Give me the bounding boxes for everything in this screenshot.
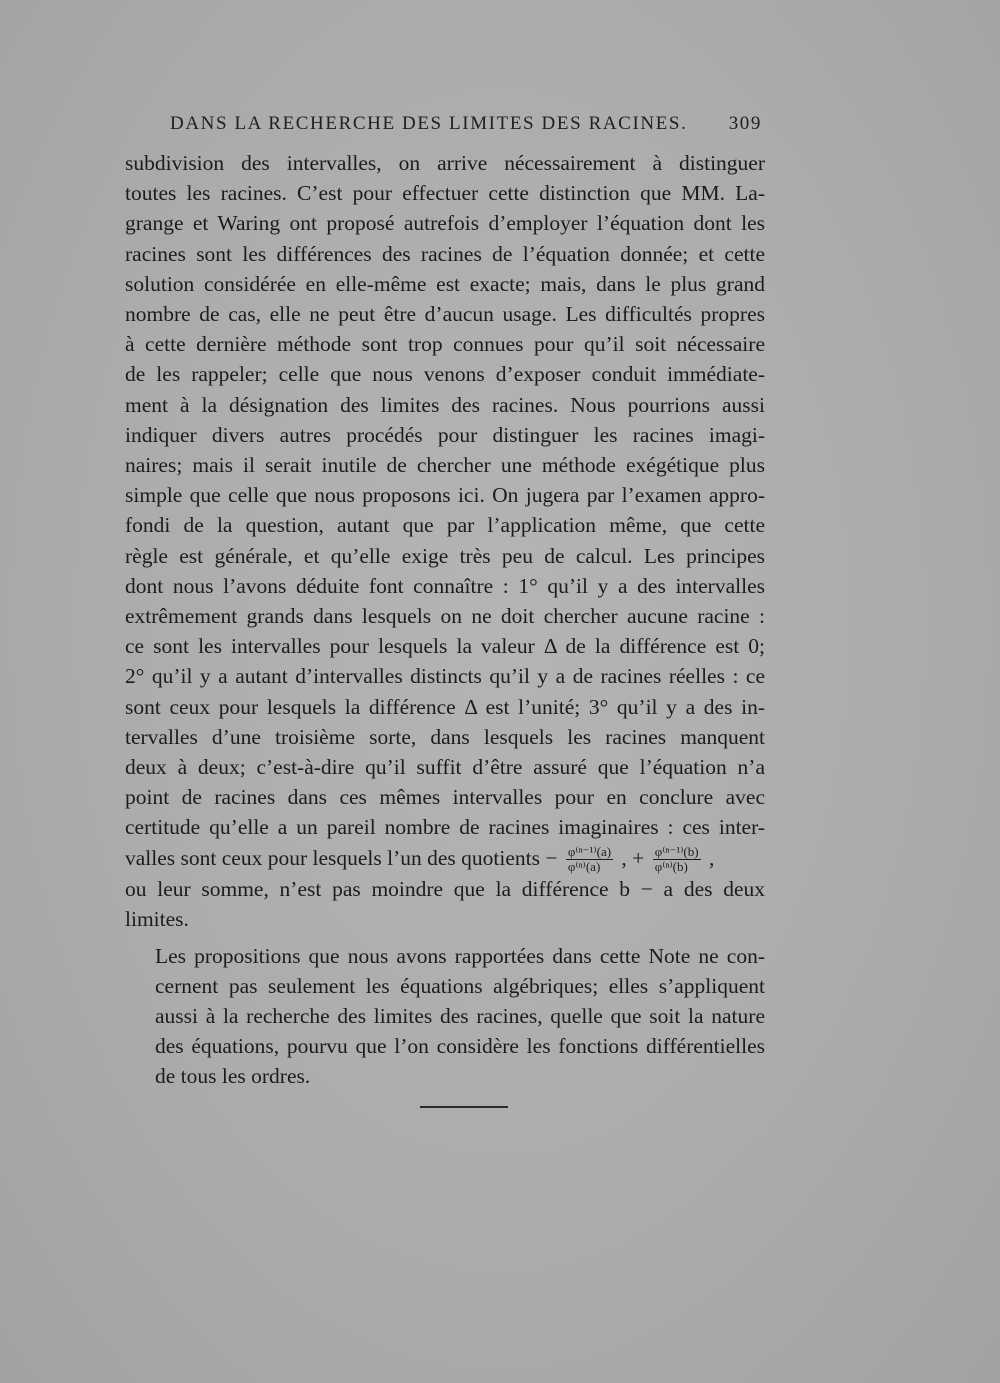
text-line: racines sont les différences des racines de l’équation donnée; et cette — [125, 241, 765, 266]
running-title: DANS LA RECHERCHE DES LIMITES DES RACINES. — [170, 113, 688, 134]
text-line: de les rappeler; celle que nous venons d’exposer conduit immédiate- — [125, 362, 765, 387]
formula-text-between: , + — [621, 845, 645, 870]
text-line: règle est générale, et qu’elle exige très peu de calcul. Les principes — [125, 543, 765, 568]
text-line: grange et Waring ont proposé autrefois d’employer l’équation dont les — [125, 211, 765, 236]
end-rule — [420, 1106, 508, 1108]
fraction-a — [566, 845, 613, 874]
text-line: nombre de cas, elle ne peut être d’aucun usage. Les difficultés propres — [125, 302, 765, 327]
paragraph-1 — [125, 148, 765, 935]
text-line: naires; mais il serait inutile de chercher une méthode exégétique plus — [125, 453, 765, 478]
text-line: à cette dernière méthode sont trop connues pour qu’il soit nécessaire — [125, 332, 765, 357]
text-line: dont nous l’avons déduite font connaître : 1° qu’il y a des intervalles — [125, 573, 765, 598]
paragraph-2 — [125, 941, 765, 1092]
text-line: simple que celle que nous proposons ici. On jugera par l’examen appro- — [125, 483, 765, 508]
text-line: tervalles d’une troisième sorte, dans lesquels les racines manquent — [125, 724, 765, 749]
text-line: sont ceux pour lesquels la différence Δ est l’unité; 3° qu’il y a des in- — [125, 694, 765, 719]
fraction-a-numerator: φ⁽ⁿ⁻¹⁾(a) — [567, 844, 612, 860]
text-line: limites. — [125, 907, 189, 932]
fraction-b-denominator: φ⁽ⁿ⁾(b) — [654, 859, 688, 875]
formula-line — [125, 843, 765, 875]
body-text — [125, 148, 765, 1092]
text-line: Les propositions que nous avons rapportées dans cette Note ne con- — [155, 943, 765, 968]
text-line: des équations, pourvu que l’on considère les fonctions différentielles — [155, 1034, 765, 1059]
text-line: aussi à la recherche des limites des racines, quelle que soit la nature — [155, 1004, 765, 1029]
text-line: ce sont les intervalles pour lesquels la valeur Δ de la différence est 0; — [125, 634, 765, 659]
text-line: ou leur somme, n’est pas moindre que la différence b − a des deux — [125, 877, 765, 902]
text-line: ment à la désignation des limites des racines. Nous pourrions aussi — [125, 392, 765, 417]
text-line: certitude qu’elle a un pareil nombre de racines imaginaires : ces inter- — [125, 815, 765, 840]
text-line: solution considérée en elle-même est exacte; mais, dans le plus grand — [125, 271, 765, 296]
text-line: indiquer divers autres procédés pour distinguer les racines imagi- — [125, 422, 765, 447]
formula-text-after: , — [708, 845, 715, 870]
fraction-b — [653, 845, 701, 874]
fraction-a-denominator: φ⁽ⁿ⁾(a) — [567, 859, 601, 875]
formula-text-before: valles sont ceux pour lesquels l’un des quotients − — [125, 845, 558, 870]
text-line: toutes les racines. C’est pour effectuer cette distinction que MM. La- — [125, 181, 765, 206]
text-line: point de racines dans ces mêmes intervalles pour en conclure avec — [125, 785, 765, 810]
text-line: fondi de la question, autant que par l’application même, que cette — [125, 513, 765, 538]
text-line: 2° qu’il y a autant d’intervalles distincts qu’il y a de racines réelles : ce — [125, 664, 765, 689]
text-line: subdivision des intervalles, on arrive nécessairement à distinguer — [125, 151, 765, 175]
page-number: 309 — [728, 113, 762, 134]
fraction-b-numerator: φ⁽ⁿ⁻¹⁾(b) — [654, 844, 699, 860]
page-header — [170, 113, 762, 135]
text-line: deux à deux; c’est-à-dire qu’il suffit d’être assuré que l’équation n’a — [125, 755, 765, 780]
text-line: de tous les ordres. — [155, 1064, 311, 1089]
text-line: cernent pas seulement les équations algébriques; elles s’appliquent — [155, 973, 765, 998]
text-line: extrêmement grands dans lesquels on ne doit chercher aucune racine : — [125, 604, 765, 629]
